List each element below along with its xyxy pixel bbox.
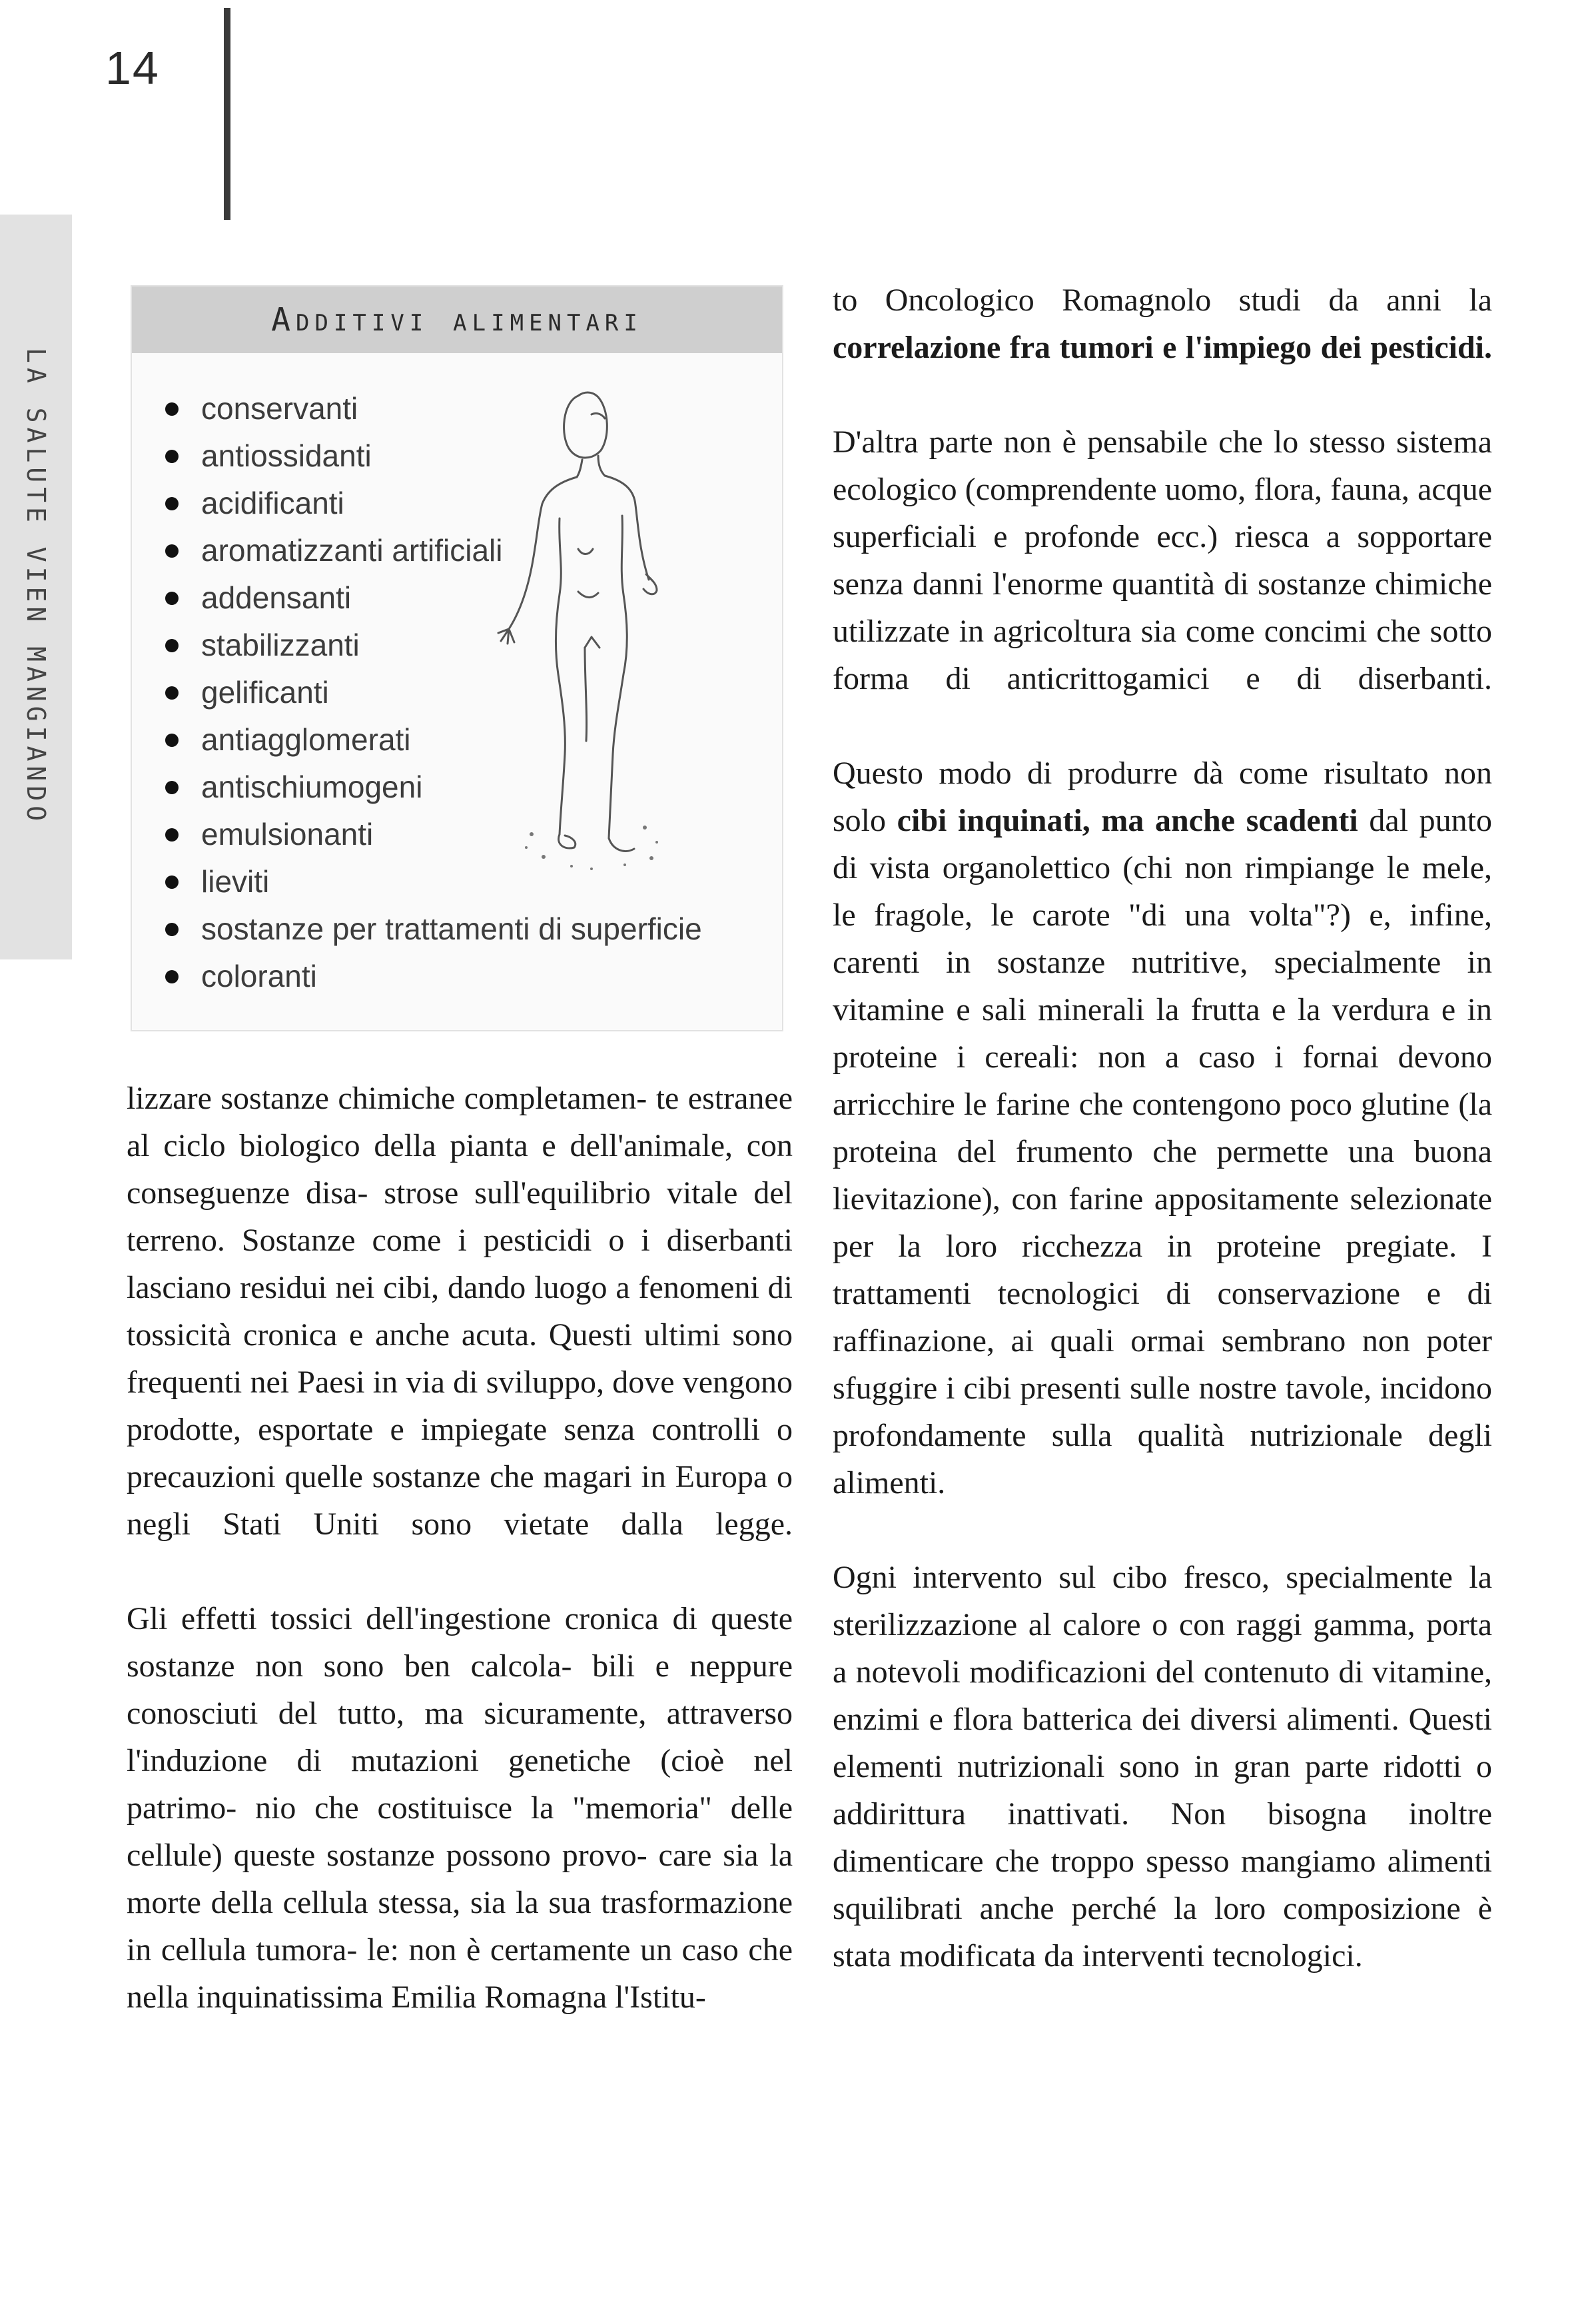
list-item-label: sostanze per trattamenti di superficie: [201, 911, 702, 946]
list-item: [165, 669, 702, 716]
paragraph-1: [833, 277, 1492, 418]
line: cellule) queste sostanze possono provo-: [127, 1838, 647, 1873]
box-title-bar: [132, 287, 782, 353]
paragraph-4: Ogni intervento sul cibo fresco, specialmente la sterilizzazione al calore o con raggi gamma, porta a notevoli modificazioni del contenuto di vitamine, enzimi e flora batterica dei diversi alimenti. Questi elementi nutrizionali sono in gran parte ridotti o addirittura inattivati. Non bisogna inoltre dimenticare che troppo spesso mangiamo alimenti squilibrati anche perché la loro composizione è stata modificata da interventi tecnologici.: [833, 1560, 1492, 1974]
line: care sia la morte della cellula stessa, sia: [127, 1838, 793, 1920]
line: inquinatissima Emilia Romagna l'Istitu-: [197, 1980, 706, 2015]
line: lasciano residui nei cibi, dando luogo a: [127, 1270, 630, 1305]
page-number: 14: [105, 42, 160, 94]
line: controlli o precauzioni quelle sostanze: [127, 1412, 793, 1494]
running-head-text: LA SALUTE VIEN MANGIANDO: [21, 348, 51, 826]
box-title: Additivi alimentari: [271, 301, 643, 338]
text: to Oncologico Romagnolo studi da anni la: [833, 283, 1492, 318]
right-text-column: [833, 277, 1492, 1980]
bullet-icon: [165, 450, 179, 463]
line: strose sull'equilibrio vitale del terreno.: [127, 1175, 793, 1258]
line: sono vietate dalla legge.: [411, 1506, 793, 1542]
line: acuta. Questi ultimi sono frequenti nei: [127, 1317, 793, 1400]
list-item: [165, 905, 702, 953]
text: dal punto di vista organolettico (chi non rimpiange le mele, le fragole, le carote "di una volta"?) e, infine, carenti in sostanze nutritive, specialmente in vitamine e sali minerali la frutta e la verdura e in proteine i cereali: non a caso i fornai devono arricchire le farine che contengono poco glutine (la proteina del frumento che permette una buona lievitazione), con farine appositamente selezionate per la loro ricchezza in proteine pregiate. I trattamenti tecnologici di conservazione e di raffinazione, ai quali ormai sembrano non poter sfuggire i cibi presenti sulle nostre tavole, incidono profondamente sulla qualità nutrizionale degli alimenti.: [833, 803, 1493, 1500]
bullet-icon: [165, 639, 179, 652]
list-item-label: antischiumogeni: [201, 770, 423, 804]
list-item-label: antiagglomerati: [201, 722, 411, 757]
list-item: [165, 432, 702, 480]
list-item: [165, 480, 702, 527]
list-item: [165, 953, 702, 1000]
list-item-label: antiossidanti: [201, 438, 372, 473]
bullet-icon: [165, 828, 179, 842]
line: di queste sostanze non sono ben calcola-: [127, 1601, 793, 1684]
bullet-icon: [165, 734, 179, 747]
bullet-icon: [165, 592, 179, 605]
bold-text: correlazione fra tumori e l'impiego dei pesticidi.: [833, 330, 1492, 365]
list-item-label: lieviti: [201, 864, 270, 899]
line: fenomeni di tossicità cronica e anche: [127, 1270, 793, 1353]
vertical-rule: [224, 8, 230, 220]
list-item: [165, 385, 702, 432]
list-item: [165, 811, 702, 858]
line: bili e neppure conosciuti del tutto, ma: [127, 1648, 793, 1731]
list-item: [165, 527, 702, 574]
line: Sostanze come i pesticidi o i diserbanti: [241, 1223, 793, 1258]
bullet-icon: [165, 402, 179, 416]
paragraph-2: [127, 1595, 793, 2021]
list-item: [165, 764, 702, 811]
additives-list: [165, 385, 702, 1000]
line: te estranee al ciclo biologico della pianta: [127, 1081, 793, 1163]
bullet-icon: [165, 544, 179, 558]
line: sicuramente, attraverso l'induzione di: [127, 1696, 793, 1778]
additives-box: [131, 285, 783, 1031]
bullet-icon: [165, 970, 179, 983]
paragraph-1: [127, 1075, 793, 1595]
list-item-label: aromatizzanti artificiali: [201, 533, 503, 568]
text: Questo modo di produrre dà come risultato non solo: [833, 756, 1492, 838]
bullet-icon: [165, 781, 179, 794]
list-item-label: coloranti: [201, 959, 317, 993]
line: mutazioni genetiche (cioè nel patrimo-: [127, 1743, 793, 1826]
list-item-label: addensanti: [201, 580, 352, 615]
paragraph-2: D'altra parte non è pensabile che lo stesso sistema ecologico (comprendente uomo, flora, fauna, acque superficiali e profonde ecc.) riesca a sopportare senza danni l'enorme quantità di sostanze chimiche utilizzate in agricoltura sia come concimi che sotto forma di anticrittogamici e di diserbanti.: [833, 424, 1492, 696]
paragraph-3: [833, 750, 1492, 1554]
list-item-label: emulsionanti: [201, 817, 374, 852]
list-item-label: stabilizzanti: [201, 628, 360, 662]
list-item: [165, 716, 702, 764]
list-item: [165, 574, 702, 622]
line: e dell'animale, con conseguenze disa-: [127, 1128, 793, 1211]
bold-text: cibi inquinati, ma anche scadenti: [897, 803, 1358, 838]
bullet-icon: [165, 923, 179, 936]
line: Gli effetti tossici dell'ingestione cronica: [127, 1601, 659, 1636]
bullet-icon: [165, 497, 179, 510]
running-head: [0, 215, 72, 959]
bullet-icon: [165, 686, 179, 700]
list-item-label: acidificanti: [201, 486, 344, 520]
left-text-column: [127, 1075, 793, 2021]
list-item: [165, 858, 702, 905]
line: prodotte, esportate e impiegate senza: [127, 1412, 635, 1447]
line: la sua trasformazione in cellula tumora-: [127, 1885, 793, 1968]
line: che magari in Europa o negli Stati Uniti: [127, 1459, 793, 1542]
list-item-label: conservanti: [201, 391, 358, 426]
list-item-label: gelificanti: [201, 675, 329, 710]
line: lizzare sostanze chimiche completamen-: [127, 1081, 647, 1116]
line: nio che costituisce la "memoria" delle: [255, 1790, 793, 1826]
list-item: [165, 622, 702, 669]
line: le: non è certamente un caso che nella: [127, 1932, 793, 2015]
line: Paesi in via di sviluppo, dove vengono: [297, 1365, 793, 1400]
bullet-icon: [165, 875, 179, 889]
